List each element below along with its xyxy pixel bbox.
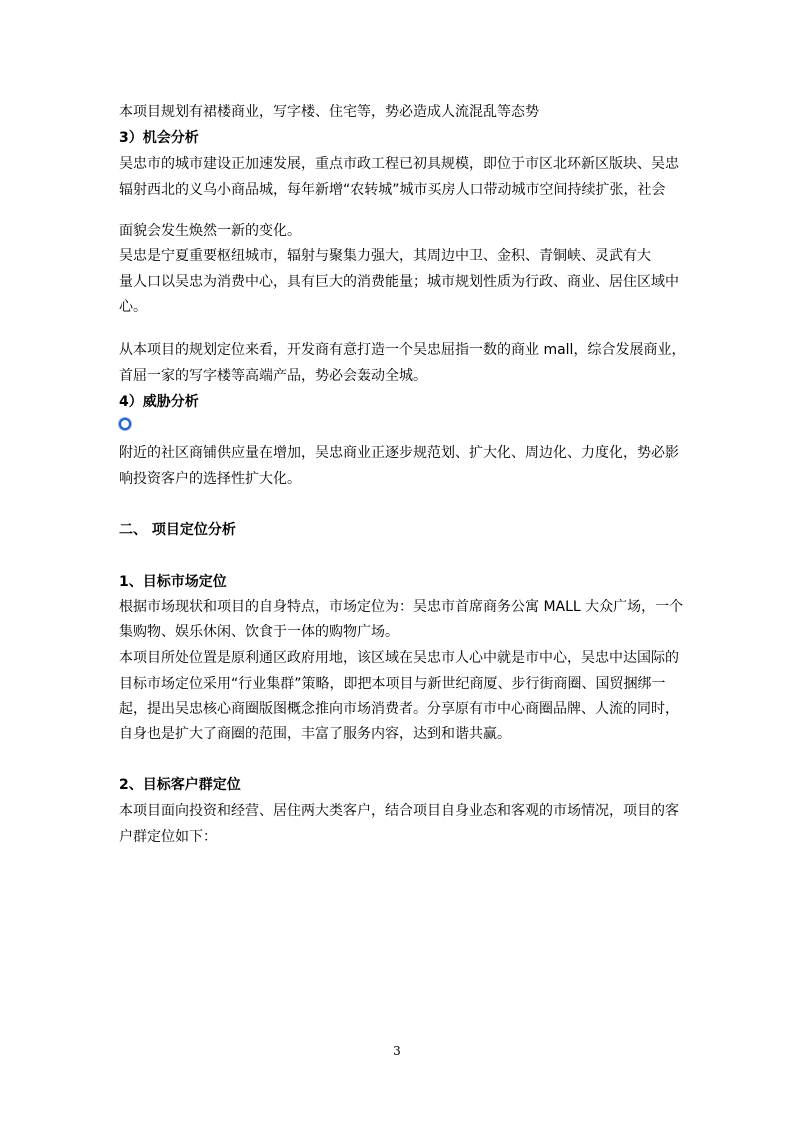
subheading-opportunity: 3）机会分析 [119, 130, 199, 146]
circle-bullet-icon [119, 418, 131, 430]
text-line: 户群定位如下： [119, 829, 217, 845]
text-line: 首屈一家的写字楼等高端产品，势必会轰动全城。 [119, 368, 427, 384]
page-number: 3 [393, 1044, 401, 1058]
text-line: 根据市场现状和项目的自身特点，市场定位为：吴忠市首席商务公寓 MALL 大众广场，一个 [119, 599, 684, 615]
text-line: 附近的社区商铺供应量在增加，吴忠商业正逐步规范划、扩大化、周边化、力度化，势必影 [119, 445, 679, 461]
text-line: 自身也是扩大了商圈的范围，丰富了服务内容，达到和谐共赢。 [119, 726, 511, 742]
text-line: 吴忠是宁夏重要枢纽城市，辐射与聚集力强大，其周边中卫、金积、青铜峡、灵武有大 [119, 248, 651, 264]
subheading-target-market: 1、目标市场定位 [119, 574, 227, 590]
text-line: 本项目所处位置是原利通区政府用地，该区域在吴忠市人心中就是市中心，吴忠中达国际的 [119, 650, 679, 666]
text-line: 心。 [119, 299, 147, 315]
text-line: 目标市场定位采用“行业集群”策略，即把本项目与新世纪商厦、步行街商圈、国贸捆绑一 [119, 676, 666, 692]
section-heading: 二、 项目定位分析 [119, 522, 236, 538]
text-line: 面貌会发生焕然一新的变化。 [119, 223, 301, 239]
text-line: 辐射西北的义乌小商品城，每年新增“农转城”城市买房人口带动城市空间持续扩张，社会 [119, 182, 666, 198]
text-line: 集购物、娱乐休闲、饮食于一体的购物广场。 [119, 624, 399, 640]
subheading-threat: 4）威胁分析 [119, 394, 199, 410]
text-line: 量人口以吴忠为消费中心，具有巨大的消费能量；城市规划性质为行政、商业、居住区域中 [119, 274, 679, 290]
text-line: 本项目规划有裙楼商业，写字楼、住宅等，势必造成人流混乱等态势 [119, 104, 539, 120]
text-line: 从本项目的规划定位来看，开发商有意打造一个吴忠屈指一数的商业 mall，综合发展商业， [119, 342, 686, 358]
text-line: 响投资客户的选择性扩大化。 [119, 471, 301, 487]
text-line: 吴忠市的城市建设正加速发展，重点市政工程已初具规模，即位于市区北环新区版块、吴忠 [119, 156, 679, 172]
subheading-target-customer: 2、目标客户群定位 [119, 777, 241, 793]
text-line: 本项目面向投资和经营、居住两大类客户，结合项目自身业态和客观的市场情况，项目的客 [119, 803, 679, 819]
text-line: 起，提出吴忠核心商圈版图概念推向市场消费者。分享原有市中心商圈品牌、人流的同时， [119, 701, 679, 717]
